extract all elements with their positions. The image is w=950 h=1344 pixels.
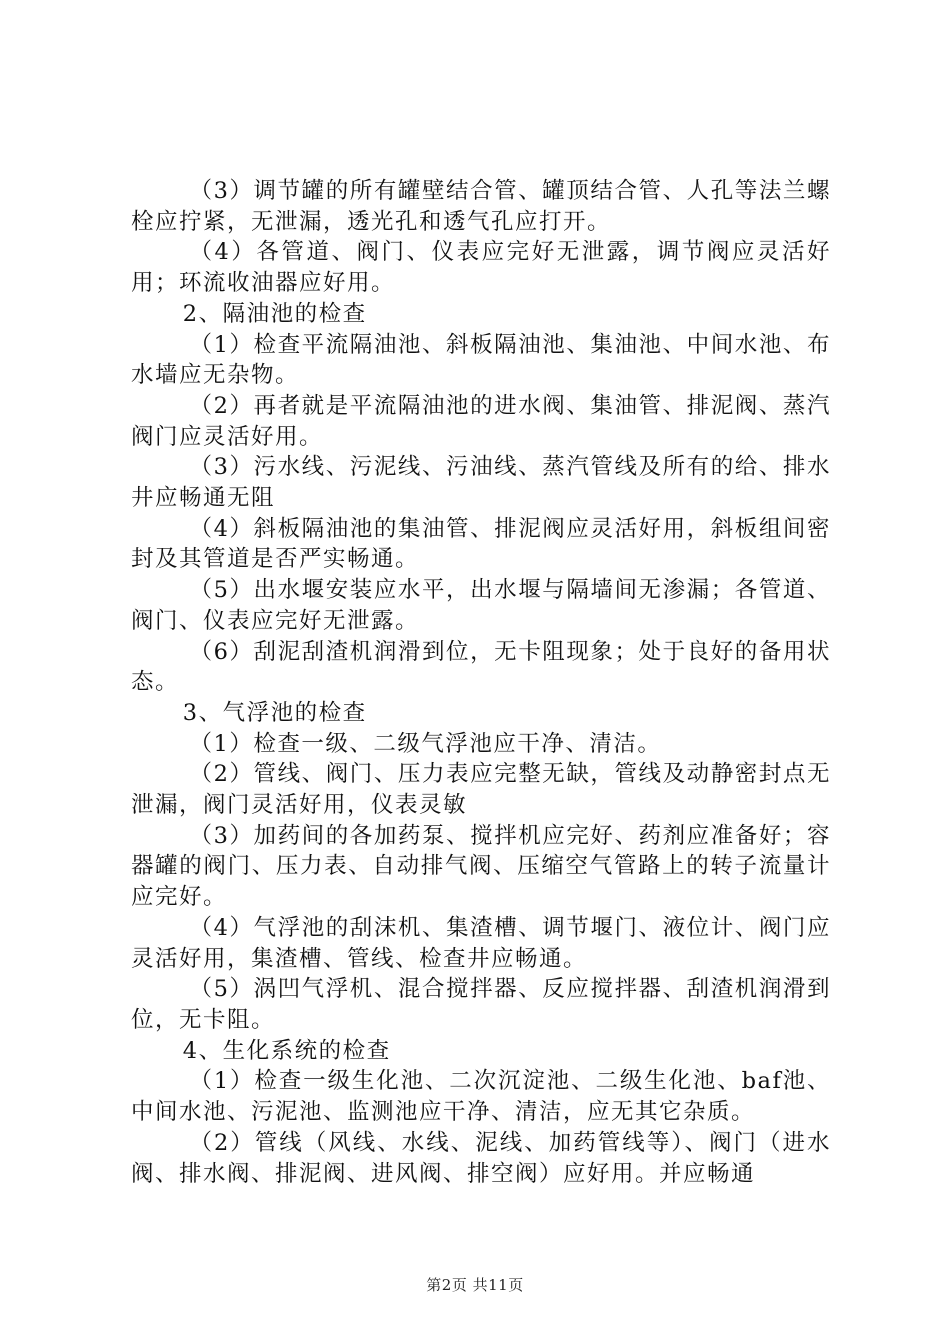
list-item: （4）气浮池的刮沫机、集渣槽、调节堰门、液位计、阀门应灵活好用，集渣槽、管线、检查井应畅通。 [131,914,831,972]
list-item: （5）涡凹气浮机、混合搅拌器、反应搅拌器、刮渣机润滑到位，无卡阻。 [131,976,831,1033]
section-heading: 4、生化系统的检查 [182,1037,391,1064]
list-item: （4）各管道、阀门、仪表应完好无泄露，调节阀应灵活好用；环流收油器应好用。 [131,239,831,297]
list-item: （6）刮泥刮渣机润滑到位，无卡阻现象；处于良好的备用状态。 [131,638,831,696]
list-item: （5）出水堰安装应水平，出水堰与隔墙间无渗漏；各管道、阀门、仪表应完好无泄露。 [131,577,831,634]
section-heading: 2、隔油池的检查 [182,300,367,327]
list-item: （3）调节罐的所有罐壁结合管、罐顶结合管、人孔等法兰螺栓应拧紧，无泄漏，透光孔和透气孔应打开。 [131,178,831,235]
list-item: （3）加药间的各加药泵、搅拌机应完好、药剂应准备好；容器罐的阀门、压力表、自动排气阀、压缩空气管路上的转子流量计应完好。 [131,822,831,911]
page-number: 第2页 共11页 [426,1276,524,1294]
page-footer [0,1274,950,1295]
list-item: （2）管线、阀门、压力表应完整无缺，管线及动静密封点无泄漏，阀门灵活好用，仪表灵敏 [131,761,831,819]
list-item: （2）管线（风线、水线、泥线、加药管线等）、阀门（进水阀、排水阀、排泥阀、进风阀、排空阀）应好用。并应畅通 [131,1129,831,1187]
list-item: （1）检查一级生化池、二次沉淀池、二级生化池、baf池、中间水池、污泥池、监测池应干净、清洁，应无其它杂质。 [131,1068,831,1126]
list-item: （3）污水线、污泥线、污油线、蒸汽管线及所有的给、排水井应畅通无阻 [131,454,831,512]
document-body [131,176,831,1189]
section-heading: 3、气浮池的检查 [182,699,367,726]
list-item: （1）检查一级、二级气浮池应干净、清洁。 [189,730,662,757]
list-item: （2）再者就是平流隔油池的进水阀、集油管、排泥阀、蒸汽阀门应灵活好用。 [131,392,831,450]
list-item: （4）斜板隔油池的集油管、排泥阀应灵活好用，斜板组间密封及其管道是否严实畅通。 [131,515,831,573]
list-item: （1）检查平流隔油池、斜板隔油池、集油池、中间水池、布水墙应无杂物。 [131,331,831,389]
